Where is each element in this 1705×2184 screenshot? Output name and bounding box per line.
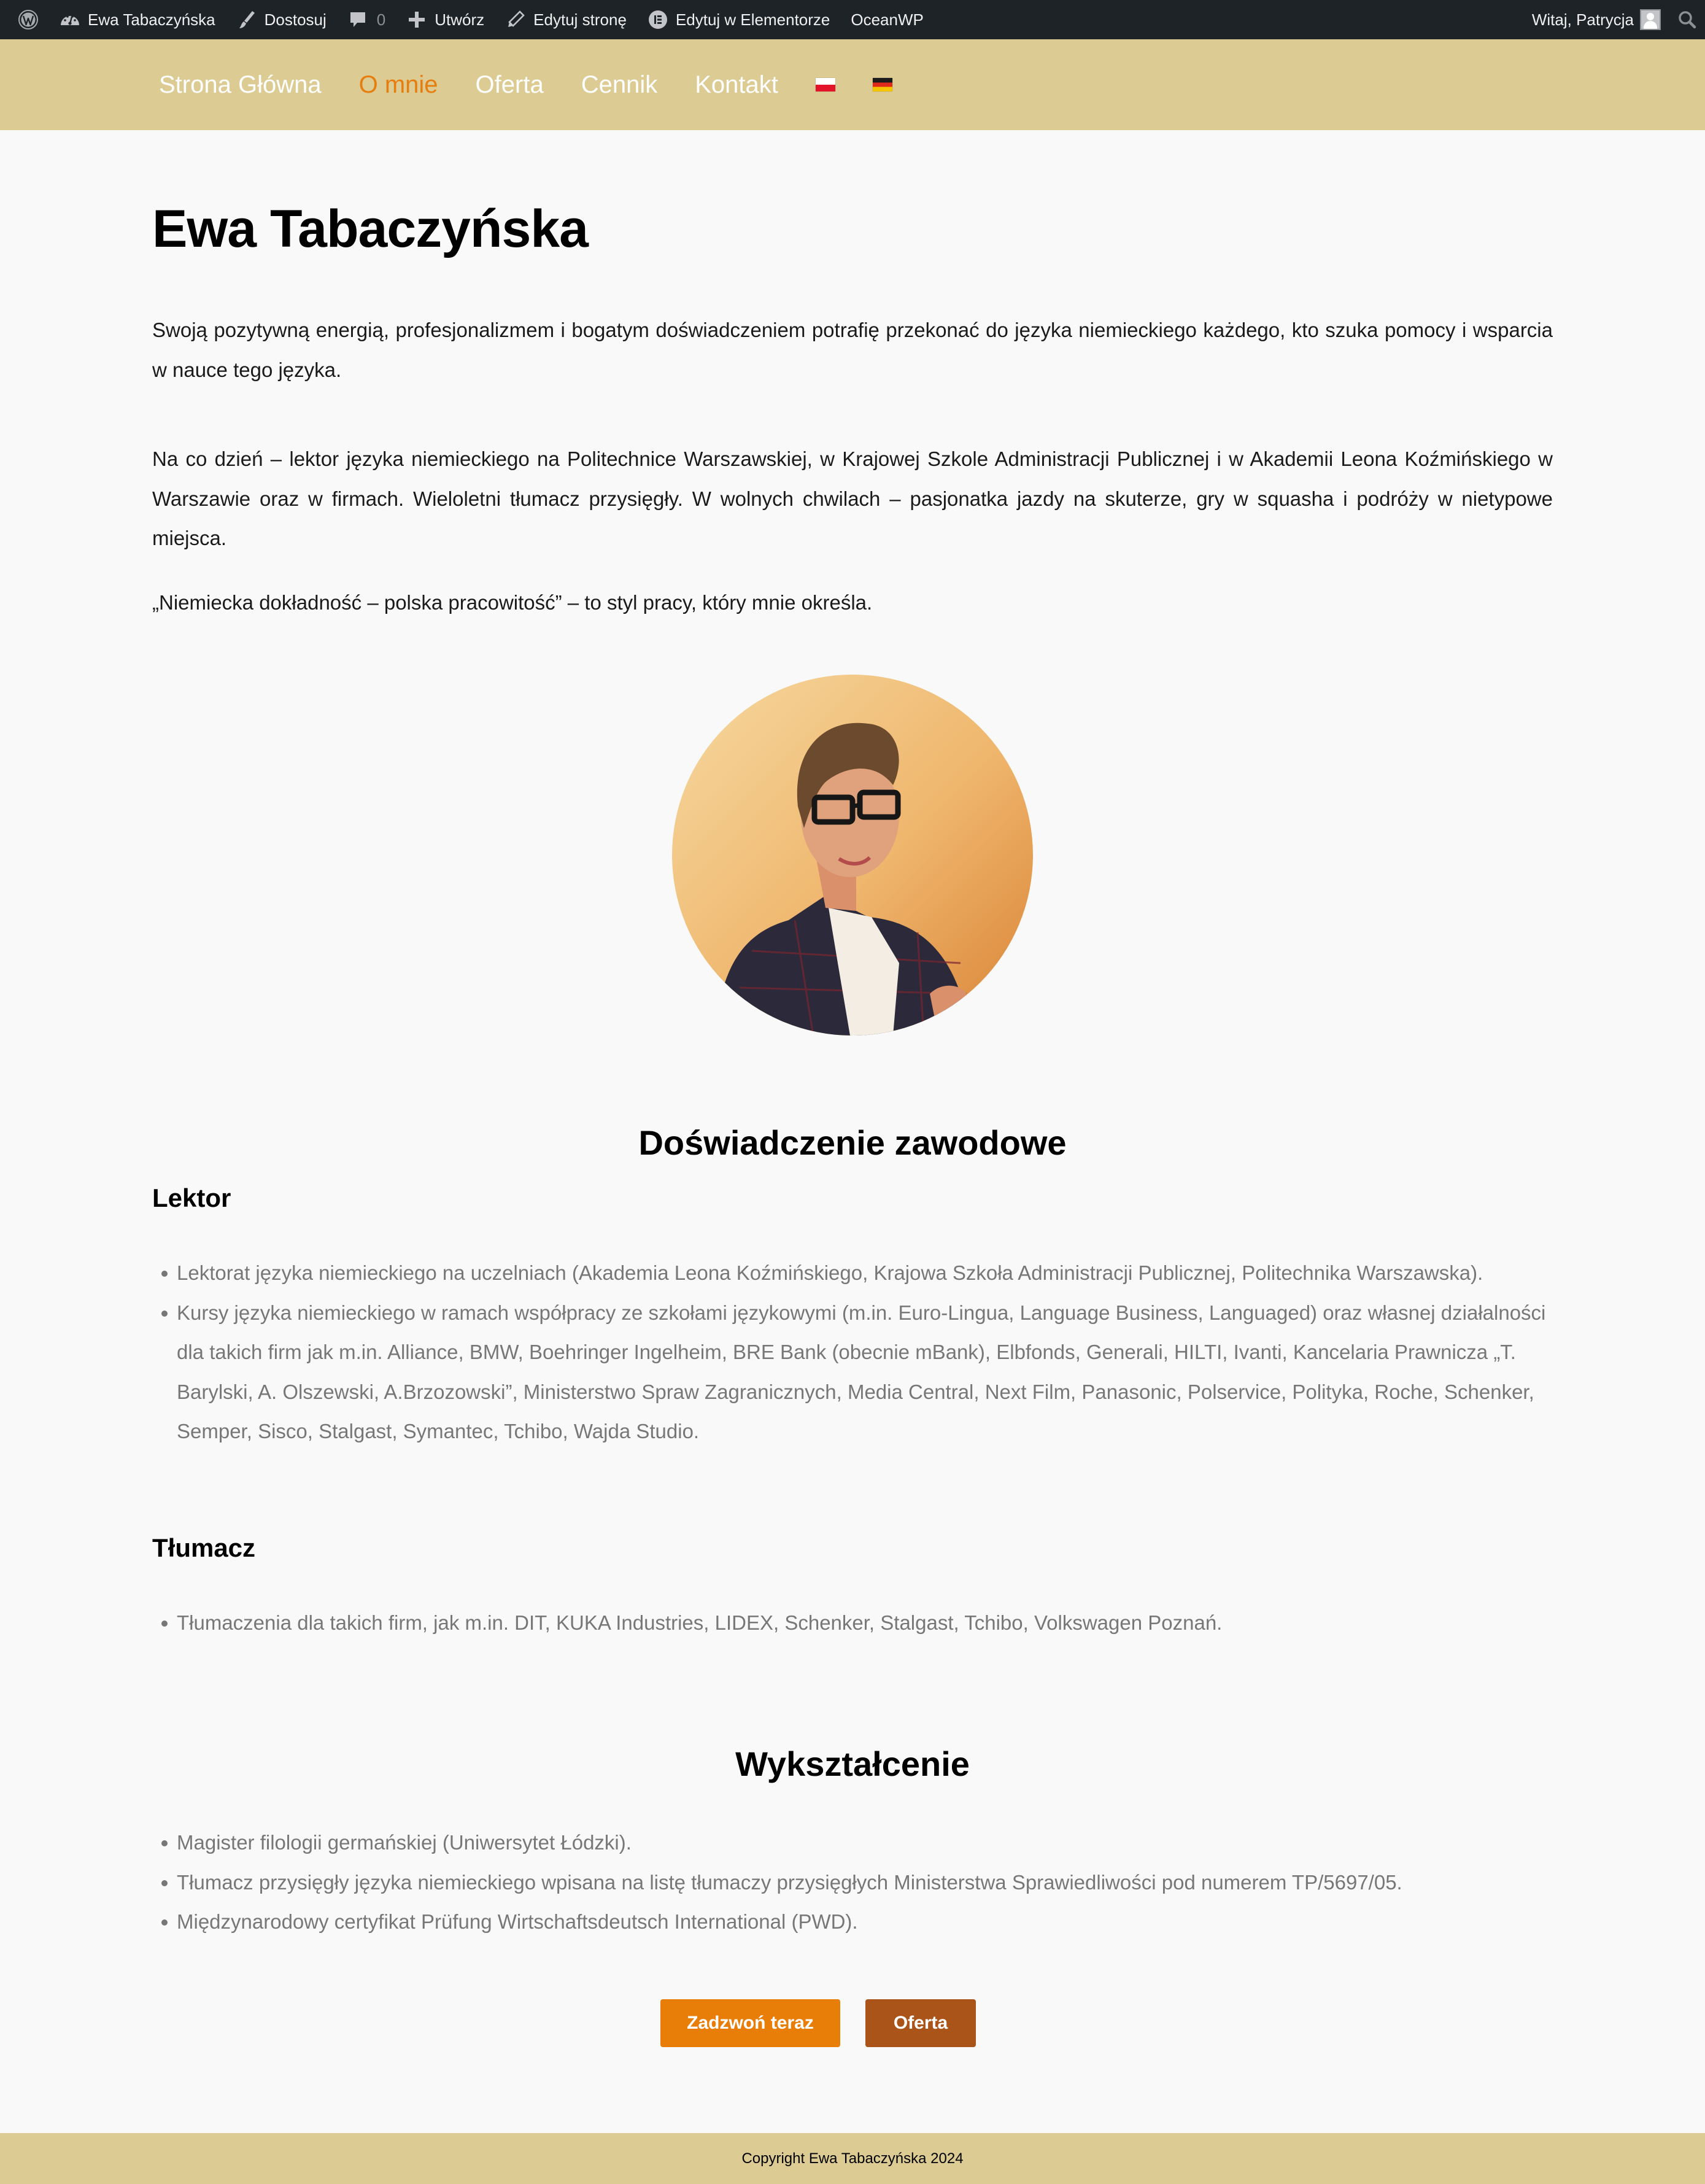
- site-header: [0, 39, 1705, 130]
- lektor-heading: Lektor: [152, 1183, 231, 1212]
- admin-bar-customize[interactable]: [226, 0, 337, 39]
- admin-bar-oceanwp[interactable]: [840, 0, 934, 39]
- admin-bar-new-content-label: Utwórz: [435, 10, 485, 29]
- nav-item-kontakt[interactable]: Kontakt: [695, 71, 778, 98]
- search-icon[interactable]: [1677, 9, 1698, 30]
- flag-de-icon[interactable]: [873, 78, 892, 91]
- admin-bar-my-account[interactable]: [1521, 0, 1661, 39]
- admin-bar-new-content[interactable]: [396, 0, 495, 39]
- experience-heading: Doświadczenie zawodowe: [638, 1123, 1067, 1162]
- lektor-list: [152, 1253, 1577, 1452]
- site-footer: [0, 2133, 1705, 2184]
- flag-pl-icon[interactable]: [816, 78, 835, 91]
- tlumacz-list: [152, 1603, 1577, 1643]
- admin-bar-edit-page-label: Edytuj stronę: [533, 10, 627, 29]
- admin-bar-customize-label: Dostosuj: [264, 10, 327, 29]
- plus-icon: [406, 9, 427, 30]
- tlumacz-heading: Tłumacz: [152, 1533, 256, 1562]
- education-list: [152, 1823, 1577, 1942]
- portrait-illustration: [672, 675, 1033, 1036]
- nav-item-cennik[interactable]: Cennik: [581, 71, 658, 98]
- education-heading: Wykształcenie: [735, 1744, 970, 1783]
- list-item: Tłumaczenia dla takich firm, jak m.in. DIT, KUKA Industries, LIDEX, Schenker, Stalgast, Tchibo, Volkswagen Poznań.: [177, 1603, 1577, 1643]
- nav-item-o-mnie[interactable]: O mnie: [358, 71, 438, 98]
- dashboard-icon: [60, 9, 80, 30]
- brush-icon: [236, 9, 257, 30]
- copyright-text: Copyright Ewa Tabaczyńska 2024: [741, 2150, 964, 2167]
- nav-item-oferta[interactable]: Oferta: [475, 71, 544, 98]
- list-item: Międzynarodowy certyfikat Prüfung Wirtschaftsdeutsch International (PWD).: [177, 1902, 1577, 1942]
- admin-bar-greeting: Witaj, Patrycja: [1531, 10, 1634, 29]
- wordpress-logo-icon: [18, 9, 39, 30]
- wp-admin-bar: [0, 0, 1705, 39]
- admin-bar-elementor[interactable]: [637, 0, 840, 39]
- admin-bar-comments[interactable]: [337, 0, 396, 39]
- admin-bar-left: [7, 0, 934, 39]
- elementor-icon: [648, 9, 668, 30]
- list-item: Tłumacz przysięgły języka niemieckiego wpisana na listę tłumaczy przysięgłych Ministerstwa Sprawiedliwości pod numerem TP/5697/05.: [177, 1863, 1577, 1903]
- list-item: Kursy języka niemieckiego w ramach współpracy ze szkołami językowymi (m.in. Euro-Lingua, Language Business, Languaged) oraz własnej działalności dla takich firm jak m.in. Alliance, BMW, Boehringer Ingelheim, BRE Bank (obecnie mBank), Elbfonds, Generali, HILTI, Ivanti, Kancelaria Prawnicza „T. Barylski, A. Olszewski, A.Brzozowski”, Ministerstwo Spraw Zagranicznych, Media Central, Next Film, Panasonic, Polservice, Polityka, Roche, Schenker, Semper, Sisco, Stalgast, Symantec, Tchibo, Wajda Studio.: [177, 1293, 1577, 1452]
- admin-bar-right: [1521, 0, 1698, 39]
- call-now-button[interactable]: Zadzwoń teraz: [660, 1999, 840, 2047]
- portrait-photo: [672, 675, 1033, 1036]
- admin-bar-edit-page[interactable]: [495, 0, 637, 39]
- pencil-icon: [505, 9, 526, 30]
- list-item: Magister filologii germańskiej (Uniwersytet Łódzki).: [177, 1823, 1577, 1863]
- intro-paragraph: Swoją pozytywną energią, profesjonalizmem i bogatym doświadczeniem potrafię przekonać do języka niemieckiego każdego, kto szuka pomocy i wsparcia w nauce tego języka.: [152, 319, 1553, 381]
- user-avatar-icon: [1640, 9, 1661, 30]
- list-item: Lektorat języka niemieckiego na uczelniach (Akademia Leona Koźmińskiego, Krajowa Szkoła Administracji Publicznej, Politechnika Warszawska).: [177, 1253, 1577, 1293]
- admin-bar-elementor-label: Edytuj w Elementorze: [675, 10, 830, 29]
- nav-item-strona-glowna[interactable]: Strona Główna: [159, 71, 322, 98]
- page-title: Ewa Tabaczyńska: [152, 199, 588, 258]
- admin-bar-comments-count: 0: [376, 10, 386, 29]
- main-navigation: [159, 39, 930, 130]
- bio-paragraph: Na co dzień – lektor języka niemieckiego na Politechnice Warszawskiej, w Krajowej Szkole Administracji Publicznej i w Akademii Leona Koźmińskiego w Warszawie oraz w firmach. Wieloletni tłumacz przysięgły. W wolnych chwilach – pasjonatka jazdy na skuterze, gry w squasha i podróży w nietypowe miejsca.: [152, 447, 1553, 549]
- comment-icon: [347, 9, 368, 30]
- admin-bar-oceanwp-label: OceanWP: [851, 10, 924, 29]
- motto-paragraph: „Niemiecka dokładność – polska pracowitość” – to styl pracy, który mnie określa.: [152, 591, 873, 614]
- admin-bar-site-name-label: Ewa Tabaczyńska: [88, 10, 215, 29]
- offer-button[interactable]: Oferta: [865, 1999, 976, 2047]
- admin-bar-site-name[interactable]: [49, 0, 226, 39]
- admin-bar-wp-logo[interactable]: [7, 0, 49, 39]
